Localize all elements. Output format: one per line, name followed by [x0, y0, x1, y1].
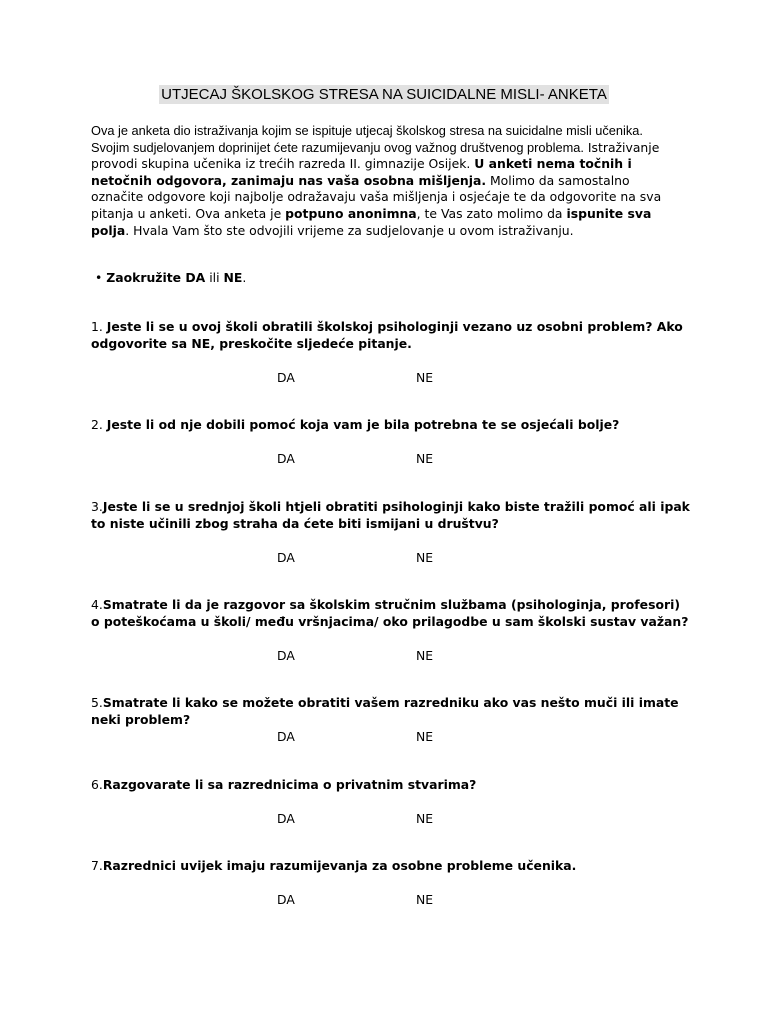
answer-row-1 [0, 370, 768, 386]
answer-no-3[interactable]: NE [416, 550, 434, 565]
bullet-icon: • [95, 270, 103, 285]
question-number: 3. [91, 499, 103, 514]
instruction-part-2: ili [205, 270, 224, 285]
intro-sentence-5: . Hvala Vam što ste odvojili vrijeme za sudjelovanje u ovom istraživanju. [125, 222, 574, 238]
question-text: Jeste li od nje dobili pomoć koja vam je bila potrebna te se osjećali bolje? [106, 417, 620, 432]
page-title [0, 86, 768, 103]
intro-bold-3: ispunite sva polja [91, 205, 652, 238]
intro-bold-2: potpuno anonimna [285, 205, 417, 221]
question-number: 1. [91, 319, 107, 334]
question-6 [91, 777, 691, 794]
question-text: Razgovarate li sa razrednicima o privatnim stvarima? [102, 777, 477, 792]
question-text: Jeste li se u ovoj školi obratili školskoj psihologinji vezano uz osobni problem? Ako odgovorite sa NE, preskočite sljedeće pitanje. [91, 319, 683, 351]
question-number: 4. [91, 597, 103, 612]
answer-no-6[interactable]: NE [416, 811, 434, 826]
question-number: 7. [91, 858, 103, 873]
answer-no-2[interactable]: NE [416, 451, 434, 466]
answer-yes-3[interactable]: DA [277, 550, 295, 565]
answer-row-3 [0, 550, 768, 566]
question-text: Smatrate li kako se možete obratiti vašem razredniku ako vas nešto muči ili imate neki problem? [91, 695, 679, 727]
answer-yes-4[interactable]: DA [277, 648, 295, 663]
question-4 [91, 597, 691, 630]
instruction-line [95, 270, 246, 287]
question-2 [91, 417, 691, 434]
question-text: Smatrate li da je razgovor sa školskim stručnim službama (psihologinja, profesori) o poteškoćama u školi/ među vršnjacima/ oko prilagodbe u sam školski sustav važan? [91, 597, 689, 629]
answer-row-5 [0, 729, 768, 745]
answer-yes-1[interactable]: DA [277, 370, 295, 385]
answer-row-4 [0, 648, 768, 664]
intro-sentence-1: Ova je anketa dio istraživanja kojim se ispituje utjecaj školskog stresa na suicidalne misli učenika. Svojim sudjelovanjem doprinijet ćete razumijevanju ovog važnog društvenog problema. [91, 123, 643, 155]
intro-sentence-4: , te Vas zato molimo da [416, 205, 567, 221]
question-text: Razrednici uvijek imaju razumijevanja za osobne probleme učenika. [102, 858, 577, 873]
answer-no-4[interactable]: NE [416, 648, 434, 663]
answer-no-7[interactable]: NE [416, 892, 434, 907]
question-7 [91, 858, 691, 875]
answer-row-6 [0, 811, 768, 827]
answer-row-7 [0, 892, 768, 908]
instruction-part-1: Zaokružite DA [106, 270, 206, 285]
intro-bold-1: U anketi nema točnih i netočnih odgovora, zanimaju nas vaša osobna mišljenja. [91, 156, 632, 188]
question-number: 6. [91, 777, 103, 792]
answer-no-1[interactable]: NE [416, 370, 434, 385]
question-number: 2. [91, 417, 107, 432]
answer-yes-7[interactable]: DA [277, 892, 295, 907]
instruction-part-4: . [242, 270, 247, 285]
answer-yes-6[interactable]: DA [277, 811, 295, 826]
question-number: 5. [91, 695, 103, 710]
question-1 [91, 319, 691, 352]
page-title-text: UTJECAJ ŠKOLSKOG STRESA NA SUICIDALNE MISLI- ANKETA [161, 86, 607, 103]
answer-yes-5[interactable]: DA [277, 729, 295, 744]
answer-no-5[interactable]: NE [416, 729, 434, 744]
question-3 [91, 499, 691, 532]
question-text: Jeste li se u srednjoj školi htjeli obratiti psihologinji kako biste tražili pomoć ali ipak to niste učinili zbog straha da ćete biti ismijani u društvu? [91, 499, 690, 531]
intro-sentence-2: Istraživanje provodi skupina učenika iz trećih razreda II. gimnazije Osijek. [91, 139, 660, 172]
intro-sentence-3: Molimo da samostalno označite odgovore koji najbolje odražavaju vaša mišljenja i osjećaje te da odgovorite na sva pitanja u anketi. Ova anketa je [91, 172, 662, 221]
intro-paragraph [91, 123, 681, 239]
instruction-part-3: NE [223, 270, 243, 285]
answer-row-2 [0, 451, 768, 467]
question-5 [91, 695, 691, 728]
answer-yes-2[interactable]: DA [277, 451, 295, 466]
